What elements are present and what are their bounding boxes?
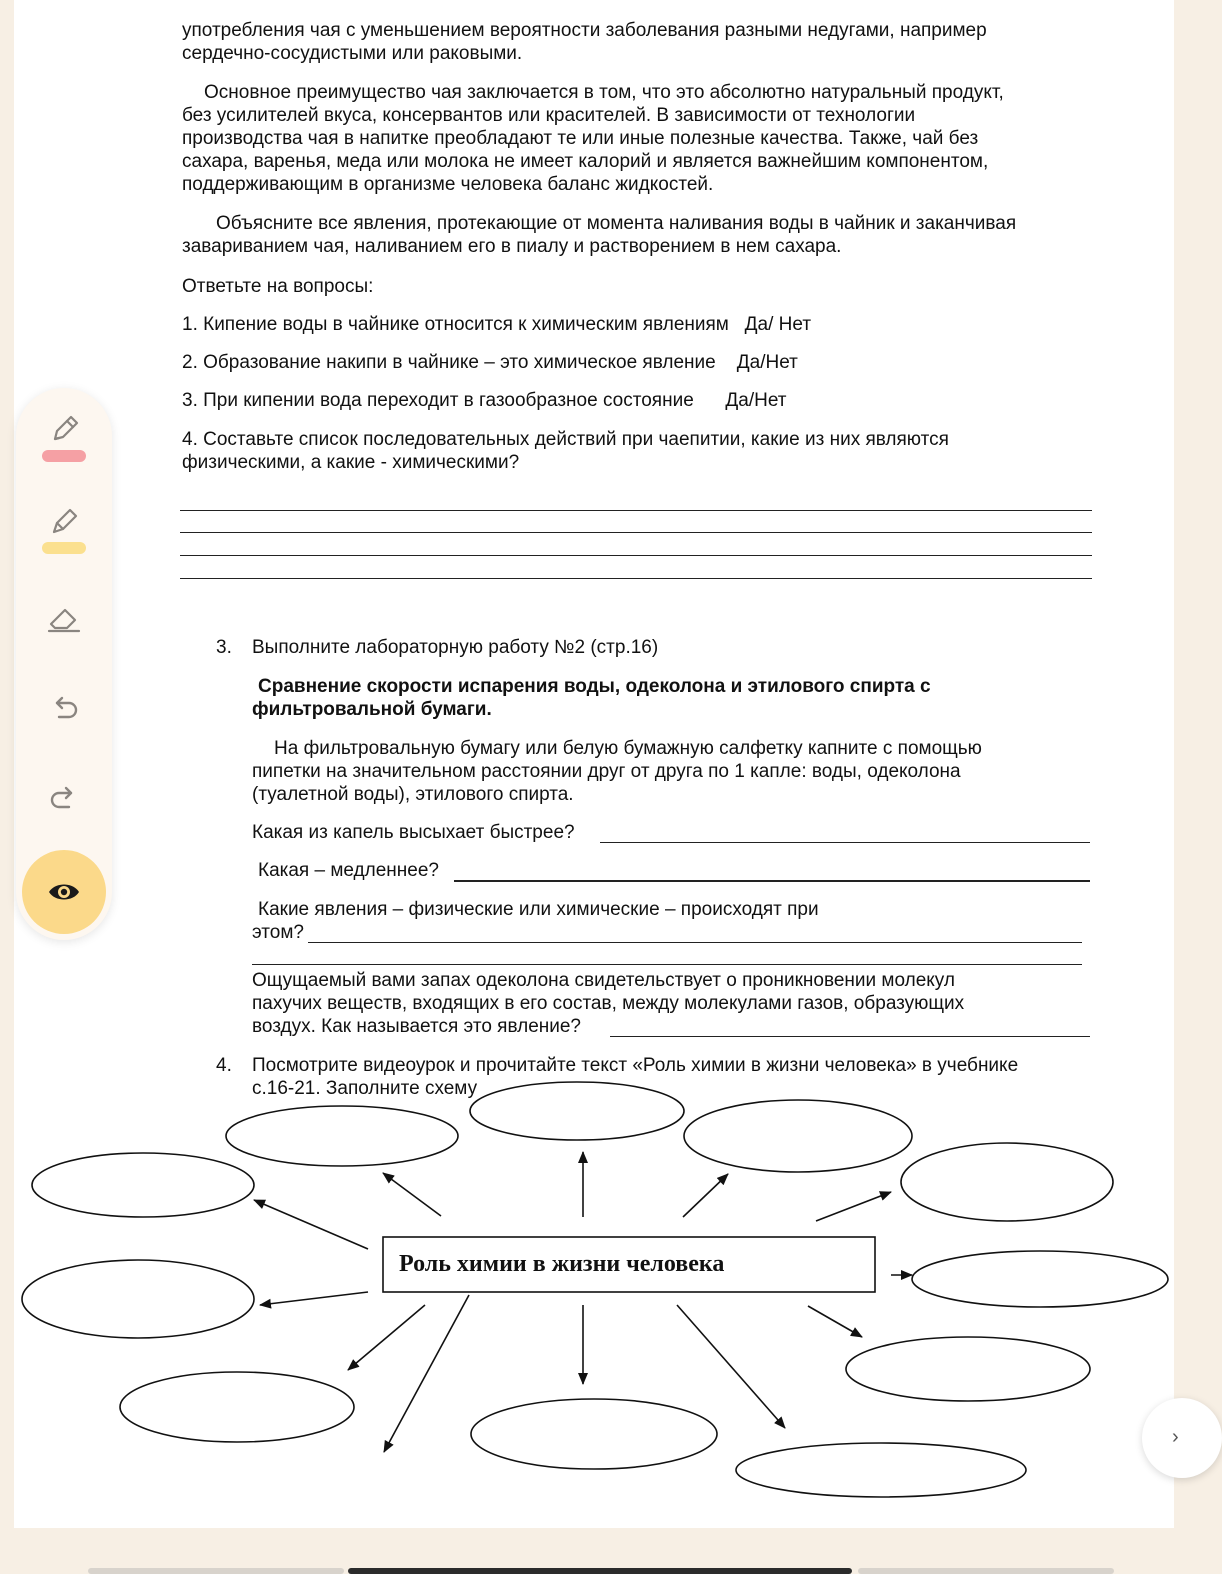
empty-ellipse [32, 1153, 254, 1217]
question-3: 3. При кипении вода переходит в газообразное состояние Да/Нет [182, 390, 787, 411]
arrow [260, 1292, 368, 1305]
question-phenomena-line-2: этом? [252, 922, 304, 943]
question-4-line-1: 4. Составьте список последовательных действий при чаепитии, какие из них являются [182, 429, 949, 450]
eye-icon [47, 880, 81, 904]
arrow [808, 1306, 862, 1337]
highlighter-icon [46, 502, 82, 538]
question-2: 2. Образование накипи в чайнике – это химическое явление Да/Нет [182, 352, 798, 373]
empty-ellipse [471, 1399, 717, 1469]
task3-number: 3. [216, 637, 232, 658]
empty-ellipse [736, 1443, 1026, 1497]
para3-line-1: Объясните все явления, протекающие от момента наливания воды в чайник и заканчивая [216, 213, 1017, 234]
arrow [348, 1305, 425, 1370]
empty-ellipse [226, 1106, 458, 1166]
pen-color-swatch[interactable] [42, 450, 86, 462]
empty-ellipse [846, 1337, 1090, 1401]
arrow [816, 1192, 891, 1221]
pen-icon [46, 408, 82, 444]
empty-ellipse [901, 1143, 1113, 1221]
arrow [383, 1173, 441, 1216]
redo-icon [47, 781, 81, 815]
question-4-line-2: физическими, а какие - химическими? [182, 452, 520, 473]
task3-heading-line-1: Сравнение скорости испарения воды, одеколона и этилового спирта с [258, 676, 931, 697]
intro-line-2: сердечно-сосудистыми или раковыми. [182, 43, 523, 64]
smell-line-3: воздух. Как называется это явление? [252, 1016, 582, 1037]
task4-line-1: Посмотрите видеоурок и прочитайте текст «Роль химии в жизни человека» в учебнике [252, 1055, 1019, 1076]
para2-line-4: сахара, варенья, меда или молока не имеет калорий и является важнейшим компонентом, [182, 151, 989, 172]
highlighter-color-swatch[interactable] [42, 542, 86, 554]
para2-line-5: поддерживающим в организме человека баланс жидкостей. [182, 174, 714, 195]
question-slowest: Какая – медленнее? [258, 860, 439, 881]
empty-ellipse [470, 1082, 684, 1140]
empty-ellipse [912, 1251, 1168, 1307]
task4-number: 4. [216, 1055, 232, 1076]
task3-body-line-1: На фильтровальную бумагу или белую бумажную салфетку капните с помощью [274, 738, 982, 759]
arrow [683, 1174, 728, 1217]
task3-title: Выполните лабораторную работу №2 (стр.16) [252, 637, 659, 658]
task3-heading-line-2: фильтровальной бумаги. [252, 699, 492, 720]
para3-line-2: завариванием чая, наливанием его в пиалу и растворением в нем сахара. [182, 236, 842, 257]
scrollbar-thumb[interactable] [348, 1568, 852, 1574]
arrow [677, 1305, 785, 1428]
intro-line-1: употребления чая с уменьшением вероятности заболевания разными недугами, например [182, 20, 987, 41]
view-mode-button[interactable] [22, 850, 106, 934]
empty-ellipse [120, 1372, 354, 1442]
eraser-tool-button[interactable] [16, 582, 112, 654]
chevron-icon: › [1172, 1426, 1179, 1448]
undo-button[interactable] [16, 672, 112, 744]
redo-button[interactable] [16, 762, 112, 834]
side-panel-toggle-button[interactable] [1142, 1398, 1222, 1478]
undo-icon [47, 691, 81, 725]
question-1: 1. Кипение воды в чайнике относится к химическим явлениям Да/ Нет [182, 314, 812, 335]
arrow [254, 1200, 368, 1249]
empty-ellipse [684, 1100, 912, 1172]
answer-prompt: Ответьте на вопросы: [182, 276, 374, 297]
arrow [384, 1295, 469, 1452]
scrollbar-track-left [88, 1568, 344, 1574]
task3-body-line-2: пипетки на значительном расстоянии друг от друга по 1 капле: воды, одеколона [252, 761, 961, 782]
para2-line-3: производства чая в напитке преобладают те или иные полезные качества. Также, чай без [182, 128, 979, 149]
smell-line-1: Ощущаемый вами запах одеколона свидетельствует о проникновении молекул [252, 970, 955, 991]
question-phenomena-line-1: Какие явления – физические или химические – происходят при [258, 899, 819, 920]
central-label: Роль химии в жизни человека [399, 1251, 725, 1277]
question-fastest: Какая из капель высыхает быстрее? [252, 822, 575, 843]
annotation-toolbar [16, 388, 112, 940]
eraser-icon [45, 600, 83, 636]
task3-body-line-3: (туалетной воды), этилового спирта. [252, 784, 574, 805]
smell-line-2: пахучих веществ, входящих в его состав, между молекулами газов, образующих [252, 993, 965, 1014]
scrollbar-track-right [858, 1568, 1114, 1574]
para2-line-1: Основное преимущество чая заключается в том, что это абсолютно натуральный продукт, [204, 82, 1004, 103]
para2-line-2: без усилителей вкуса, консервантов или красителей. В зависимости от технологии [182, 105, 916, 126]
task4-line-2: с.16-21. Заполните схему [252, 1078, 478, 1099]
empty-ellipse [22, 1260, 254, 1338]
